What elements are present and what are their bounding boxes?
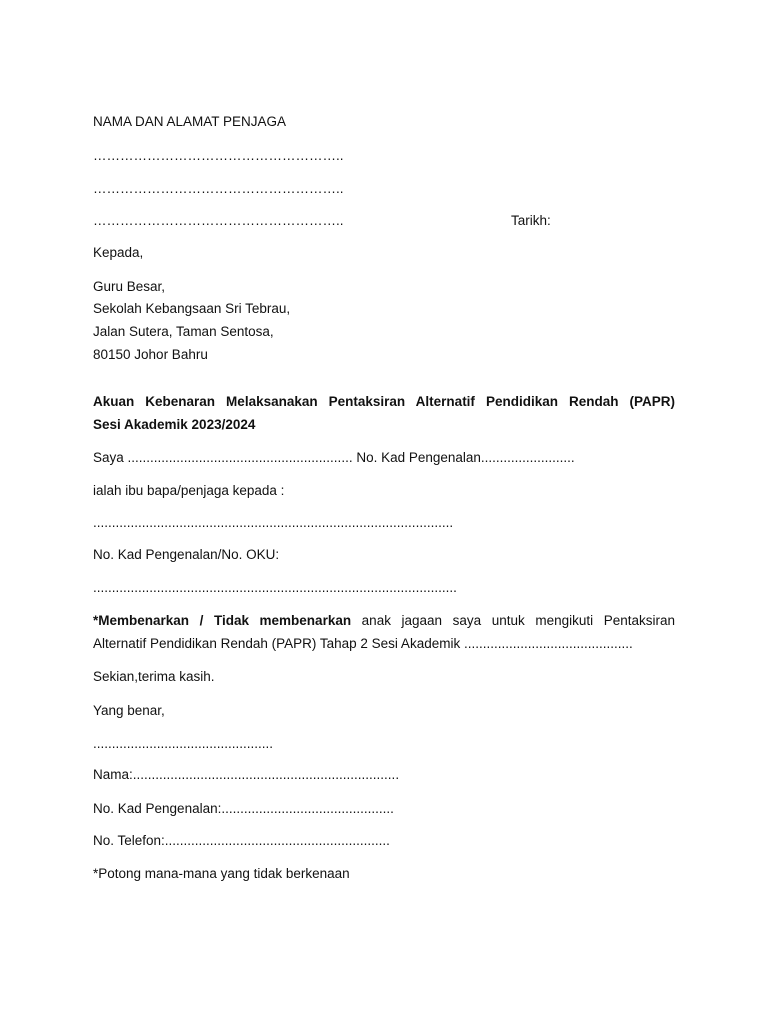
date-label: Tarikh: — [511, 213, 551, 228]
signatory-phone: No. Telefon:............................................................ — [93, 833, 390, 848]
subject-line-2: Sesi Akademik 2023/2024 — [93, 417, 256, 432]
signatory-ic: No. Kad Pengenalan:.............................................. — [93, 801, 394, 816]
signature-blank: ................................................ — [93, 736, 274, 751]
recipient-line: Guru Besar, — [93, 279, 166, 294]
sign-off: Yang benar, — [93, 703, 165, 718]
guardian-heading: NAMA DAN ALAMAT PENJAGA — [93, 114, 287, 129]
footnote: *Potong mana-mana yang tidak berkenaan — [93, 866, 350, 881]
guardian-address-line-2: ……………………………………………….. — [93, 181, 344, 196]
salutation: Kepada, — [93, 245, 144, 260]
relation-line: ialah ibu bapa/penjaga kepada : — [93, 483, 285, 498]
guardian-address-line-3: ……………………………………………….. — [93, 213, 344, 228]
child-id-label: No. Kad Pengenalan/No. OKU: — [93, 547, 280, 562]
declarant-line: Saya ............................................................ No. Kad Pengenalan......................... — [93, 450, 575, 465]
signatory-name: Nama:....................................................................... — [93, 767, 400, 782]
child-id-blank: ................................................................................................. — [93, 580, 457, 595]
consent-option: *Membenarkan / Tidak membenarkan — [93, 613, 352, 628]
recipient-line: Jalan Sutera, Taman Sentosa, — [93, 324, 274, 339]
consent-line-1 — [93, 612, 675, 630]
child-name-blank: ................................................................................................ — [93, 515, 454, 530]
recipient-line: 80150 Johor Bahru — [93, 347, 208, 362]
consent-text: anak jagaan saya untuk mengikuti Pentaksiran — [351, 613, 675, 628]
recipient-line: Sekolah Kebangsaan Sri Tebrau, — [93, 301, 291, 316]
consent-line-2: Alternatif Pendidikan Rendah (PAPR) Tahap 2 Sesi Akademik ............................................. — [93, 636, 633, 651]
guardian-address-line-1: ……………………………………………….. — [93, 148, 344, 163]
closing-line: Sekian,terima kasih. — [93, 669, 215, 684]
subject-line-1: Akuan Kebenaran Melaksanakan Pentaksiran Alternatif Pendidikan Rendah (PAPR) — [93, 394, 675, 409]
